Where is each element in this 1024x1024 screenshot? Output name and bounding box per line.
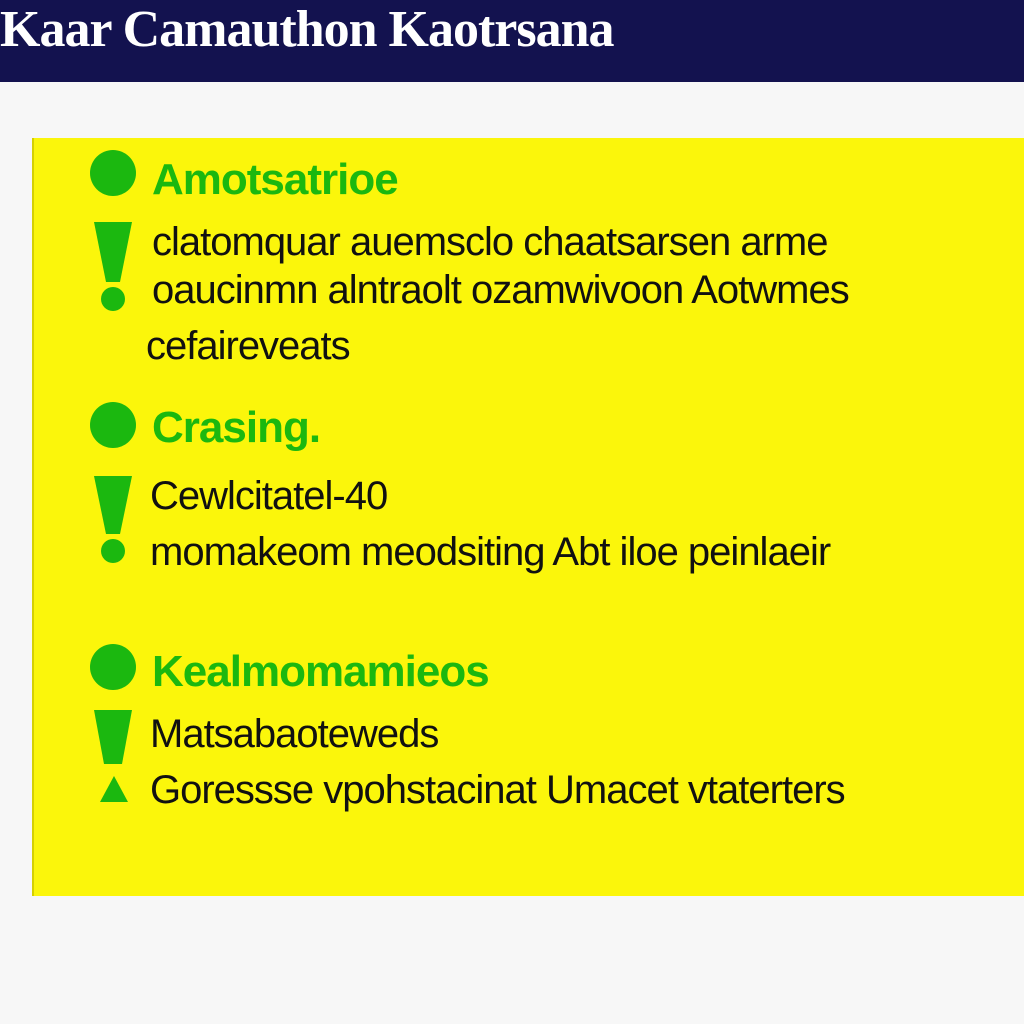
exclamation-icon: [92, 222, 136, 314]
circle-bullet-icon: [90, 402, 136, 448]
circle-bullet-icon: [90, 150, 136, 196]
section-line: Cewlcitatel-40: [150, 474, 388, 518]
section-heading: Crasing.: [152, 403, 321, 452]
circle-bullet-icon: [90, 644, 136, 690]
section-line: clatomquar auemsclo chaatsarsen arme: [152, 220, 828, 264]
section-line: oaucinmn alntraolt ozamwivoon Aotwmes: [152, 268, 849, 312]
section-line: momakeom meodsiting Abt iloe peinlaeir: [150, 530, 831, 574]
section-line: Goressse vpohstacinat Umacet vtaterters: [150, 768, 845, 812]
exclamation-icon: [92, 710, 136, 806]
header-bar: [0, 0, 1024, 82]
notice-panel: [32, 138, 1024, 896]
exclamation-icon: [92, 476, 136, 564]
section-heading: Kealmomamieos: [152, 647, 489, 696]
section-line: Matsabaoteweds: [150, 712, 439, 756]
section-line: cefaireveats: [146, 324, 350, 368]
section-heading: Amotsatrioe: [152, 155, 398, 204]
page-title: Kaar Camauthon Kaotrsana: [0, 1, 614, 58]
